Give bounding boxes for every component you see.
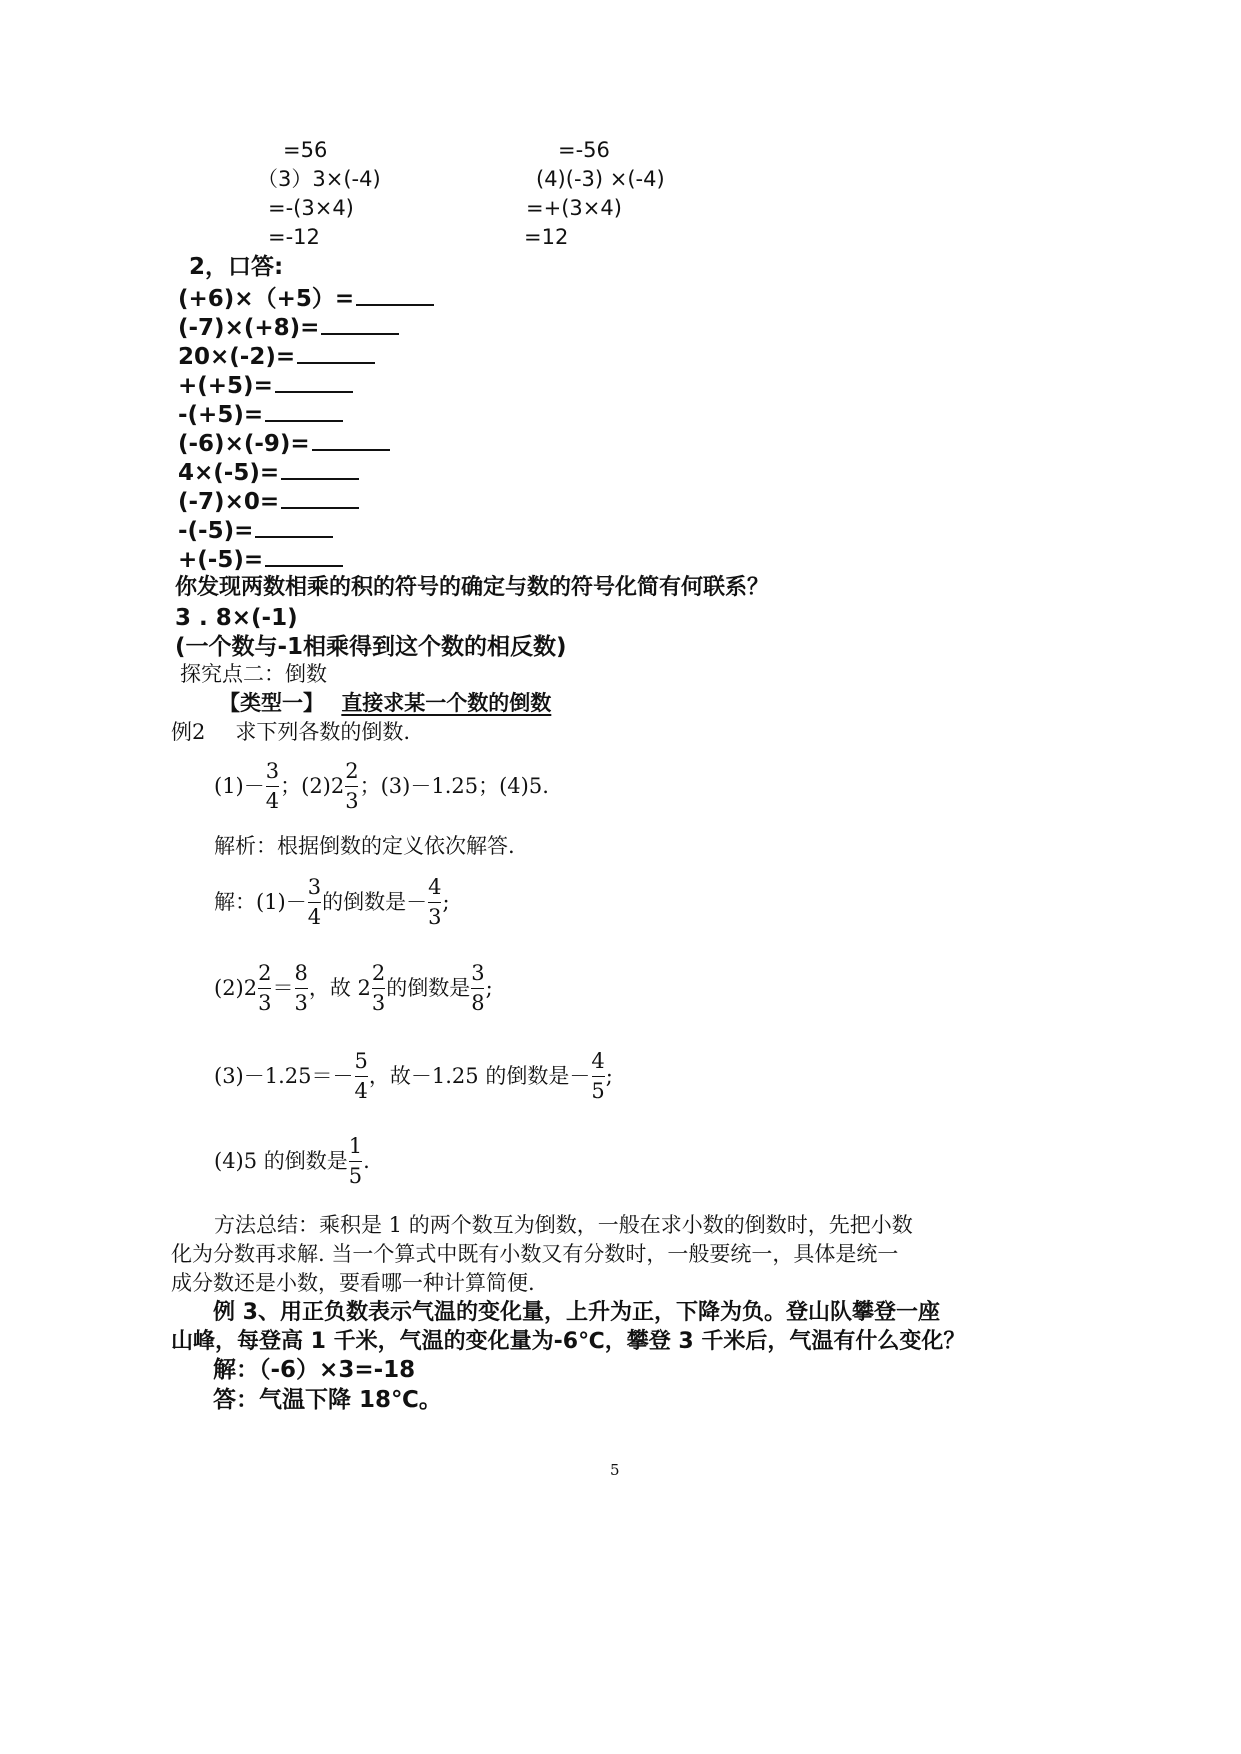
answer-blank[interactable] bbox=[321, 315, 399, 335]
answer-blank[interactable] bbox=[265, 547, 343, 567]
type-title: 直接求某一个数的倒数 bbox=[341, 691, 552, 715]
oral-item: -(+5)= bbox=[178, 402, 343, 427]
solution-4: (4)5 的倒数是 $\frac{1}{5}$ . bbox=[214, 1134, 370, 1189]
example-prompt: 求下列各数的倒数. bbox=[235, 720, 411, 744]
oral-item: (-6)×(-9)= bbox=[178, 431, 390, 456]
result-line: =56 bbox=[283, 138, 328, 162]
step-line: =-(3×4) bbox=[268, 196, 354, 220]
answer-blank[interactable] bbox=[312, 431, 390, 451]
oral-item: (-7)×0= bbox=[178, 489, 359, 514]
oral-item: +(-5)= bbox=[178, 547, 343, 572]
result-line: =-56 bbox=[558, 138, 610, 162]
example-3-solution: 解：（-6）×3=-18 bbox=[213, 1357, 416, 1383]
answer-blank[interactable] bbox=[356, 286, 434, 306]
fraction: $\frac{1}{5}$ bbox=[348, 1134, 363, 1189]
example-line: （3）3×(-4) bbox=[257, 167, 381, 191]
discussion-question: 你发现两数相乘的积的符号的确定与数的符号化简有何联系？ bbox=[175, 575, 770, 600]
question-3: 3 . 8×(-1) bbox=[175, 605, 298, 631]
method-summary-line: 成分数还是小数，要看哪一种计算简便. bbox=[171, 1271, 535, 1295]
solution-2: (2)2 $\frac{2}{3}$ ＝ $\frac{8}{3}$ ，故 2 $\frac{2}{3}$ 的倒数是 $\frac{3}{8}$ ; bbox=[214, 961, 493, 1016]
oral-item: +(+5)= bbox=[178, 373, 353, 398]
answer-blank[interactable] bbox=[281, 489, 359, 509]
question-3-note: (一个数与-1相乘得到这个数的相反数) bbox=[175, 634, 567, 660]
solution-3: (3)－1.25＝－ $\frac{5}{4}$ ，故－1.25 的倒数是－ $\frac{4}{5}$ ; bbox=[214, 1049, 613, 1104]
oral-item: (+6)×（+5）= bbox=[178, 286, 434, 311]
analysis-line: 解析：根据倒数的定义依次解答. bbox=[214, 834, 515, 858]
fraction: $\frac{8}{3}$ bbox=[294, 961, 308, 1016]
answer-blank[interactable] bbox=[297, 344, 375, 364]
example-2-items: (1)－ $\frac{3}{4}$ ； (2)2 $\frac{2}{3}$ ； (3)－1.25；(4)5. bbox=[214, 759, 549, 814]
type-label: 【类型一】 bbox=[219, 691, 324, 715]
answer-blank[interactable] bbox=[255, 518, 333, 538]
example-label: 例2 bbox=[171, 720, 206, 744]
answer-blank[interactable] bbox=[281, 460, 359, 480]
example-3-line: 山峰，每登高 1 千米，气温的变化量为-6℃，攀登 3 千米后，气温有什么变化？ bbox=[171, 1329, 966, 1354]
fraction: $\frac{2}{3}$ bbox=[371, 961, 386, 1016]
result-line: =-12 bbox=[268, 225, 320, 249]
fraction: $\frac{3}{4}$ bbox=[307, 875, 322, 930]
fraction: $\frac{4}{3}$ bbox=[428, 875, 442, 930]
example-3-answer: 答：气温下降 18℃。 bbox=[213, 1387, 442, 1413]
fraction: $\frac{5}{4}$ bbox=[354, 1049, 368, 1104]
answer-blank[interactable] bbox=[265, 402, 343, 422]
example-line: (4)(-3) ×(-4) bbox=[536, 167, 665, 191]
oral-item: -(-5)= bbox=[178, 518, 333, 543]
oral-item: 4×(-5)= bbox=[178, 460, 359, 485]
example-3-line: 例 3、用正负数表示气温的变化量，上升为正，下降为负。登山队攀登一座 bbox=[213, 1300, 940, 1325]
oral-item: (-7)×(+8)= bbox=[178, 315, 399, 340]
fraction: $\frac{3}{4}$ bbox=[265, 759, 280, 814]
method-summary-line: 化为分数再求解. 当一个算式中既有小数又有分数时，一般要统一，具体是统一 bbox=[171, 1242, 899, 1266]
section-heading: 2，口答: bbox=[189, 254, 284, 280]
fraction: $\frac{3}{8}$ bbox=[471, 961, 485, 1016]
solution-1: 解：(1)－ $\frac{3}{4}$ 的倒数是－ $\frac{4}{3}$ ; bbox=[214, 875, 450, 930]
step-line: =+(3×4) bbox=[526, 196, 622, 220]
answer-blank[interactable] bbox=[275, 373, 353, 393]
page-number: 5 bbox=[610, 1461, 620, 1479]
fraction: $\frac{2}{3}$ bbox=[345, 759, 359, 814]
example-2-heading bbox=[171, 722, 410, 743]
oral-item: 20×(-2)= bbox=[178, 344, 375, 369]
fraction: $\frac{2}{3}$ bbox=[258, 961, 272, 1016]
fraction: $\frac{4}{5}$ bbox=[591, 1049, 605, 1104]
result-line: =12 bbox=[524, 225, 569, 249]
type-heading bbox=[219, 693, 551, 714]
section-title: 探究点二：倒数 bbox=[180, 662, 327, 686]
method-summary-line: 方法总结：乘积是 1 的两个数互为倒数，一般在求小数的倒数时，先把小数 bbox=[214, 1213, 913, 1237]
